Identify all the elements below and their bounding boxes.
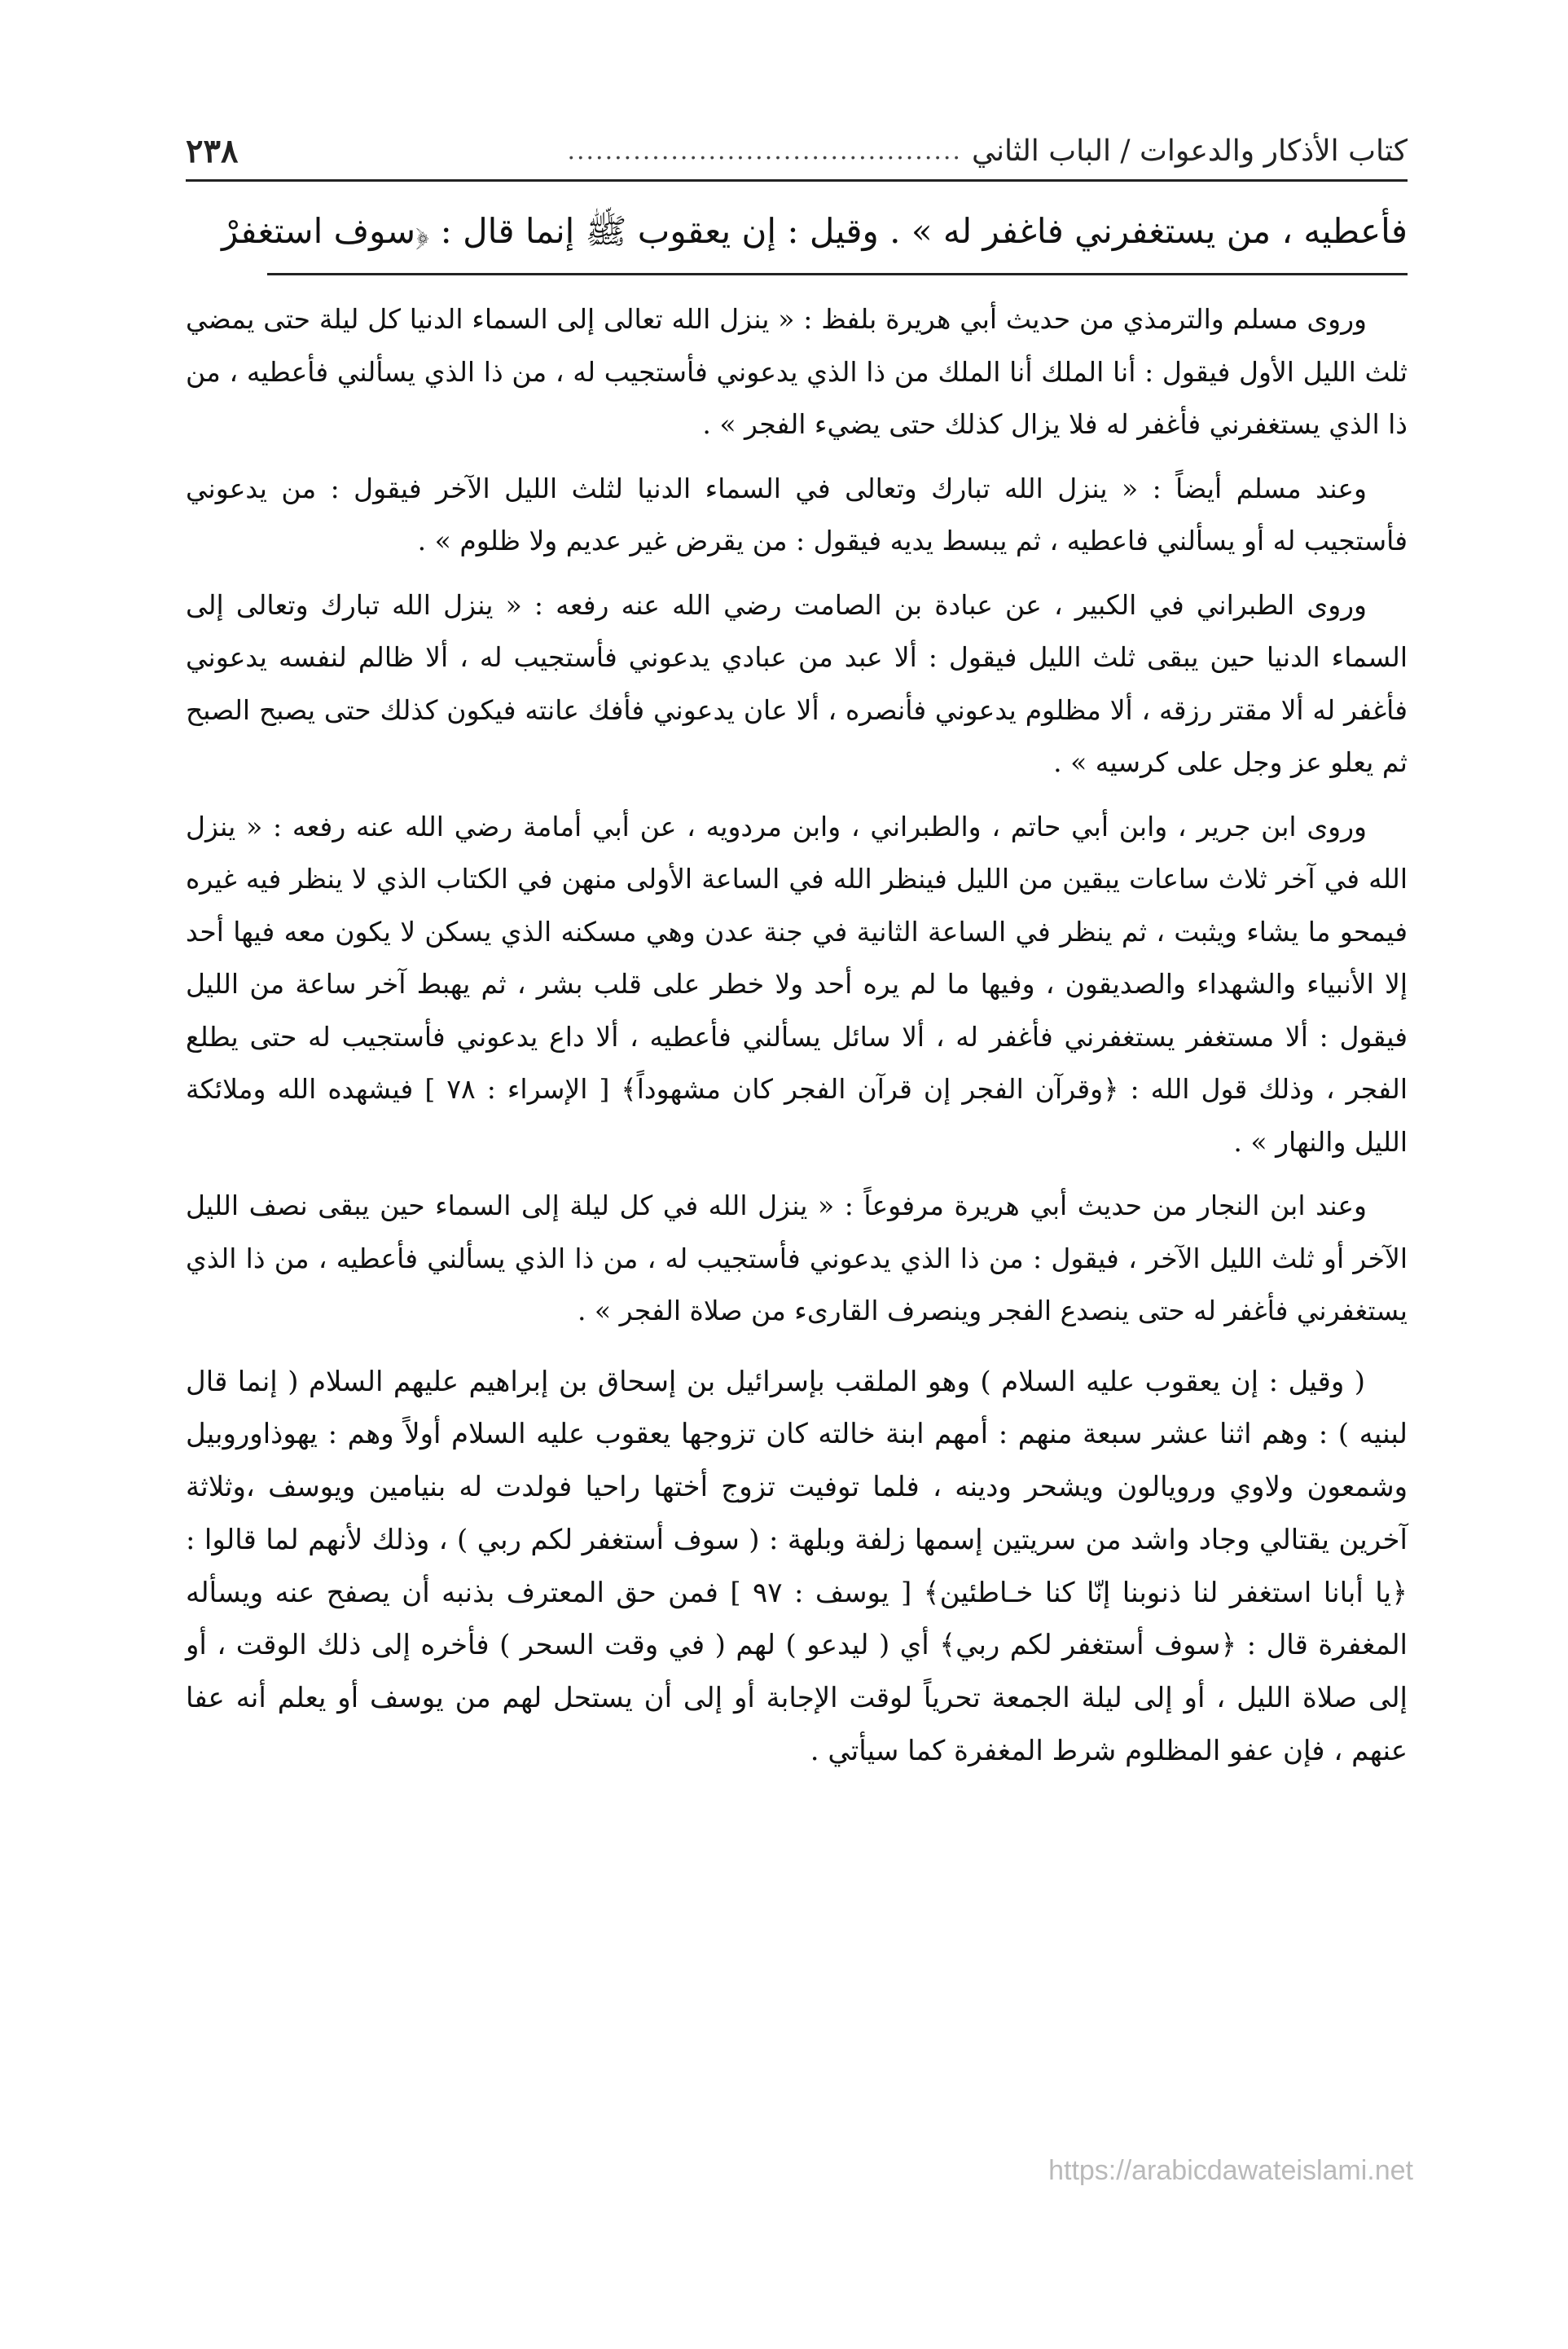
commentary-section — [186, 1356, 1408, 1778]
footnote-paragraph: وروى مسلم والترمذي من حديث أبي هريرة بلفظ : « ينزل الله تعالى إلى السماء الدنيا كل ليلة حتى يمضي ثلث الليل الأول فيقول : أنا الملك أنا الملك من ذا الذي يدعوني فأستجيب له ، من ذا الذي يسألني فأعطيه ، من ذا الذي يستغفرني فأغفر له فلا يزال كذلك حتى يضيء الفجر » . — [186, 303, 1408, 440]
footnote-divider — [267, 273, 1408, 275]
footnotes-section — [186, 293, 1408, 1338]
running-header — [186, 122, 1408, 182]
leader-dots: .......................................... — [567, 136, 962, 165]
footnote-paragraph: وروى ابن جرير ، وابن أبي حاتم ، والطبراني ، وابن مردويه ، عن أبي أمامة رضي الله عنه رفعه : « ينزل الله في آخر ثلاث ساعات يبقين من الليل فينظر الله في الساعة الأولى منهن في الكتاب الذي لا ينظر فيه غيره فيمحو ما يشاء ويثبت ، ثم ينظر في الساعة الثانية في جنة عدن وهي مسكنه الذي يسكن لا يكون معه فيها أحد إلا الأنبياء والشهداء والصديقون ، وفيها ما لم يره أحد ولا خطر على قلب بشر ، ثم يهبط آخر ساعة من الليل فيقول : ألا مستغفر يستغفرني فأغفر له ، ألا سائل يسألني فأعطيه ، ألا داع يدعوني فأستجيب له حتى يطلع الفجر ، وذلك قول الله : ﴿وقرآن الفجر إن قرآن الفجر كان مشهوداً﴾ [ الإسراء : ٧٨ ] فيشهده الله وملائكة الليل والنهار » . — [186, 810, 1408, 1158]
footnote-paragraph: وروى الطبراني في الكبير ، عن عبادة بن الصامت رضي الله عنه رفعه : « ينزل الله تبارك وتعالى إلى السماء الدنيا حين يبقى ثلث الليل فيقول : ألا عبد من عبادي يدعوني فأستجيب له ، ألا ظالم لنفسه يدعوني فأغفر له ألا مقتر رزقه ، ألا مظلوم يدعوني فأنصره ، ألا عان يدعوني فأفك عانته فيكون كذلك حتى يصبح الصبح ثم يعلو عز وجل على كرسيه » . — [186, 588, 1408, 778]
commentary-paragraph: ( وقيل : إن يعقوب عليه السلام ) وهو الملقب بإسرائيل بن إسحاق بن إبراهيم عليهم السلام ( إنما قال لبنيه ) : وهم اثنا عشر سبعة منهم : أمهم ابنة خالته كان تزوجها يعقوب عليه السلام أولاً وهم : يهوذاوروبيل وشمعون ولاوي ورويالون ويشحر ودينه ، فلما توفيت تزوج أختها راحيا فولدت له بنيامين ويوسف ،وثلاثة آخرين يقتالي وجاد واشد من سريتين إسمها زلفة وبلهة : ( سوف أستغفر لكم ربي ) ، وذلك لأنهم لما قالوا : ﴿يا أبانا استغفر لنا ذنوبنا إنّا كنا خـاطئين﴾ [ يوسف : ٩٧ ] فمن حق المعترف بذنبه أن يصفح عنه ويسأله المغفرة قال : ﴿سوف أستغفر لكم ربي﴾ أي ( ليدعو ) لهم ( في وقت السحر ) فأخره إلى ذلك الوقت ، أو إلى صلاة الليل ، أو إلى ليلة الجمعة تحرياً لوقت الإجابة أو إلى أن يستحل لهم من يوسف أو يعلم أنه عفا عنهم ، فإن عفو المظلوم شرط المغفرة كما سيأتي . — [186, 1365, 1408, 1768]
watermark-url: https://arabicdawateislami.net — [1048, 2155, 1413, 2186]
book-page — [186, 122, 1408, 1789]
footnote-paragraph: وعند مسلم أيضاً : « ينزل الله تبارك وتعالى في السماء الدنيا لثلث الليل الآخر فيقول : من يدعوني فأستجيب له أو يسألني فاعطيه ، ثم يبسط يديه فيقول : من يقرض غير عديم ولا ظلوم » . — [186, 472, 1408, 556]
chapter-title: كتاب الأذكار والدعوات / الباب الثاني — [971, 134, 1408, 168]
running-header-title-group — [567, 134, 1408, 168]
footnote-paragraph: وعند ابن النجار من حديث أبي هريرة مرفوعاً : « ينزل الله في كل ليلة إلى السماء حين يبقى نصف الليل الآخر أو ثلث الليل الآخر ، فيقول : من ذا الذي يدعوني فأستجيب له ، من ذا الذي يسألني فأعطيه ، من ذا الذي يستغفرني فأغفر له حتى ينصدع الفجر وينصرف القارىء من صلاة الفجر » . — [186, 1190, 1408, 1326]
page-number: ٢٣٨ — [186, 131, 239, 170]
main-text-line: فأعطيه ، من يستغفرني فاغفر له » . وقيل : إن يعقوب ﷺ إنما قال : ﴿سوف استغفرْ — [222, 211, 1408, 251]
